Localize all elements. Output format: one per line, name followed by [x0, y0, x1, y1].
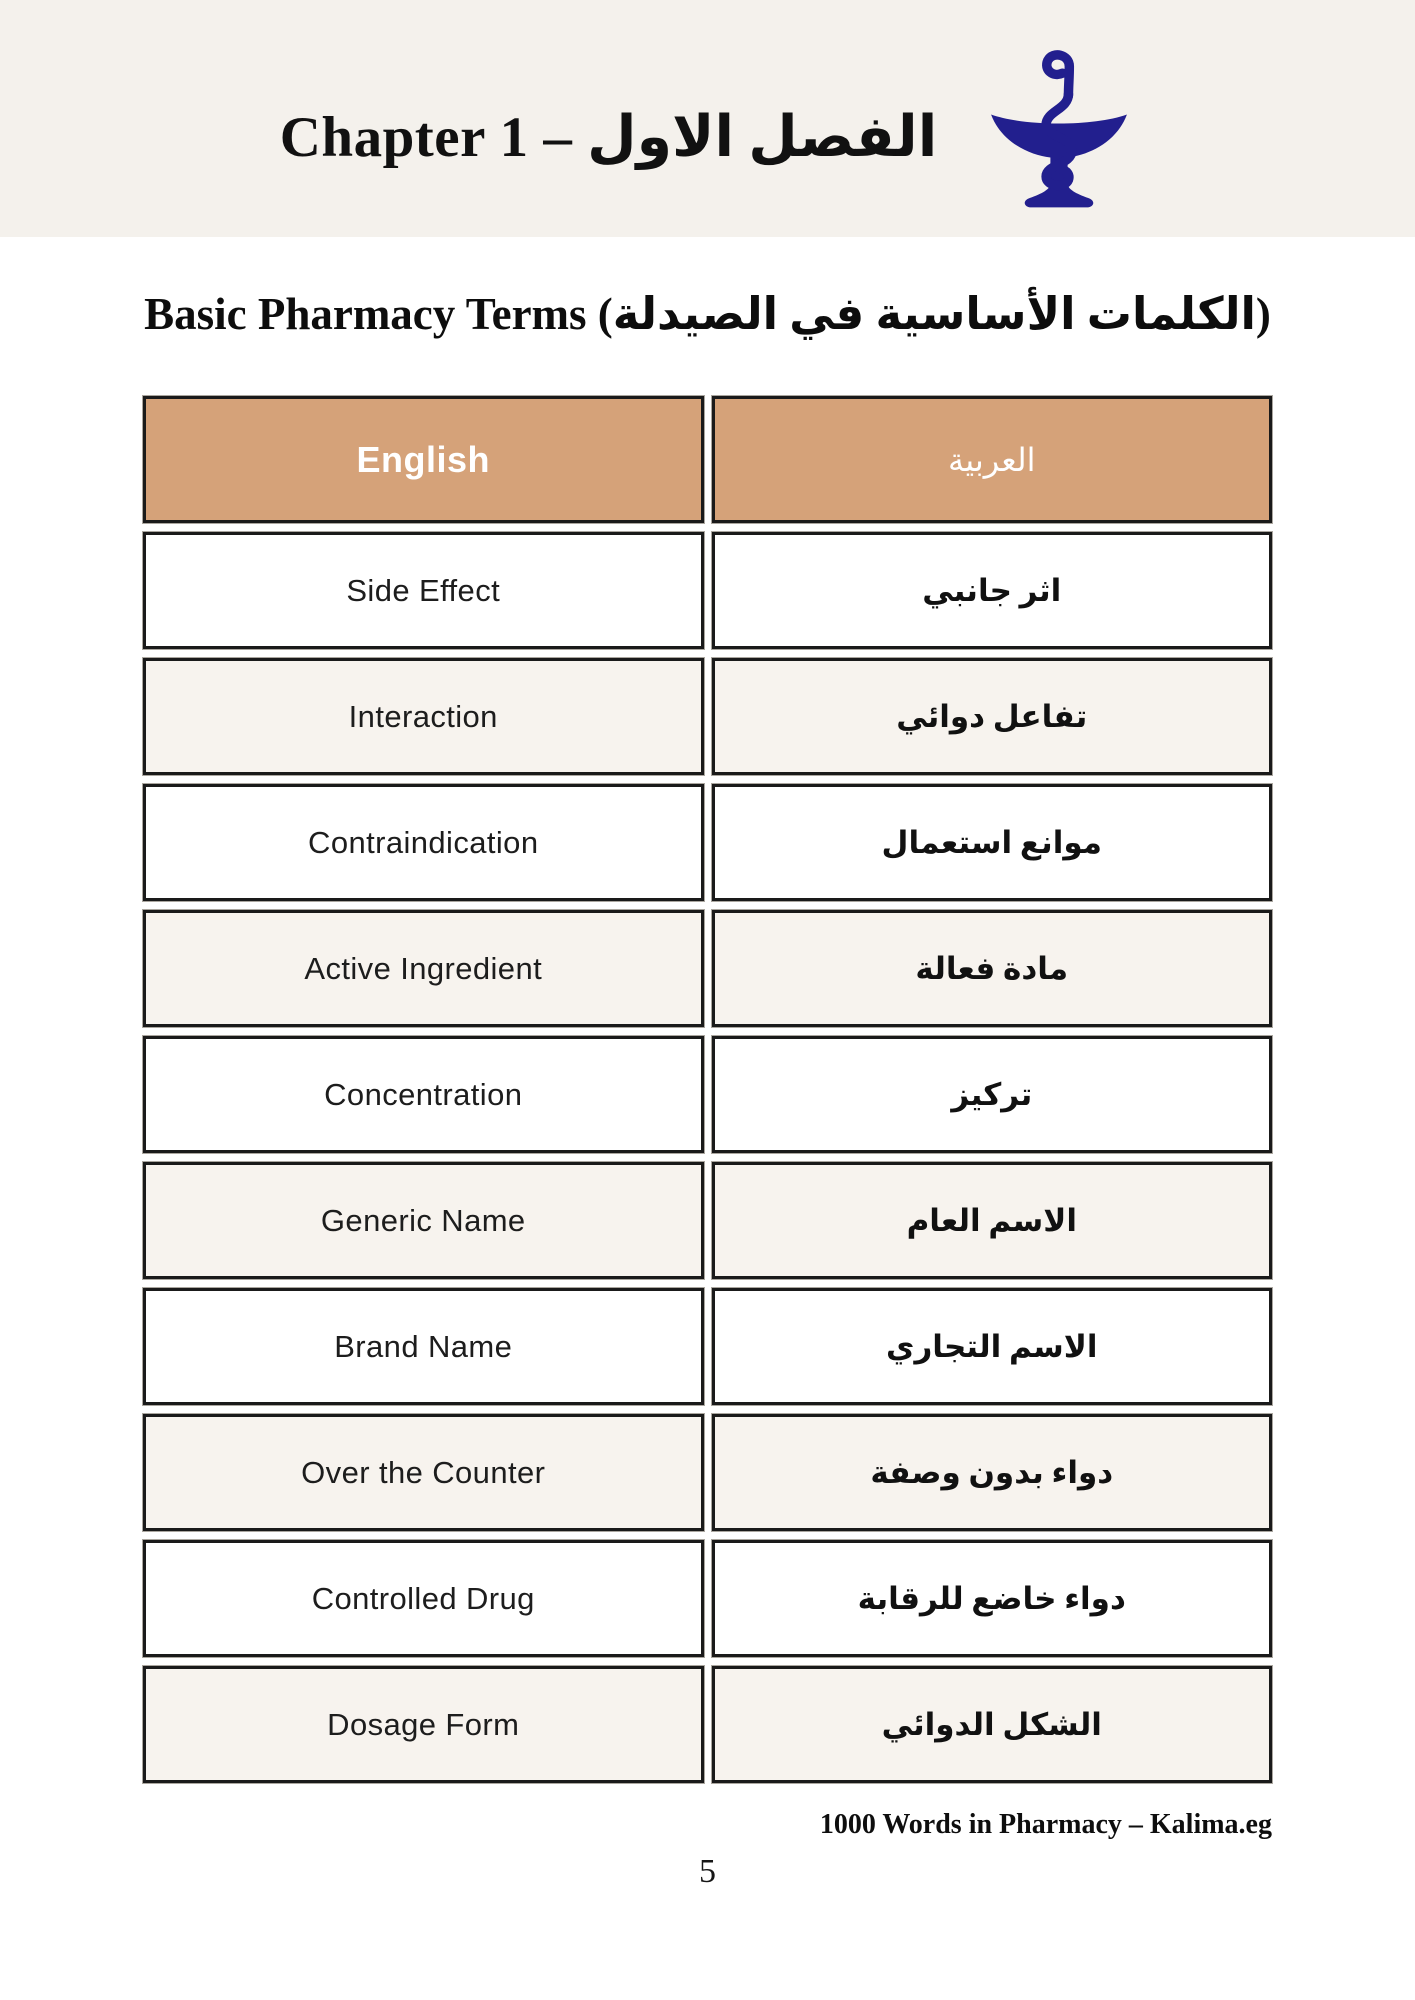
table-cell-english: [143, 1414, 704, 1531]
table-cell-arabic: [712, 1162, 1273, 1279]
table-cell-arabic: [712, 658, 1273, 775]
term-english: Dosage Form: [327, 1706, 520, 1742]
chapter-header-band: [0, 0, 1415, 237]
footer-branding: 1000 Words in Pharmacy – Kalima.eg: [819, 1809, 1272, 1840]
table-cell-arabic: [712, 910, 1273, 1027]
term-english: Concentration: [324, 1076, 523, 1112]
term-english: Active Ingredient: [304, 950, 543, 986]
table-cell-arabic: [712, 1414, 1273, 1531]
term-arabic: الاسم التجاري: [886, 1328, 1098, 1364]
term-arabic: الاسم العام: [906, 1202, 1077, 1238]
table-cell-arabic: [712, 784, 1273, 901]
table-cell-english: [143, 532, 704, 649]
term-arabic: دواء بدون وصفة: [870, 1454, 1114, 1490]
table-cell-english: [143, 658, 704, 775]
table-cell-english: [143, 910, 704, 1027]
term-english: Over the Counter: [301, 1454, 546, 1490]
chapter-heading: Chapter 1 – الفصل الاول: [279, 105, 938, 169]
table-cell-arabic: [712, 1666, 1273, 1783]
page-title: [0, 287, 1415, 340]
header-label-english: English: [356, 438, 490, 480]
table-cell-arabic: [712, 1540, 1273, 1657]
term-english: Contraindication: [308, 824, 539, 860]
term-arabic: اثر جانبي: [922, 572, 1062, 608]
term-english: Interaction: [348, 698, 498, 734]
term-english: Controlled Drug: [311, 1580, 535, 1616]
table-cell-english: [143, 1666, 704, 1783]
term-english: Side Effect: [346, 572, 501, 608]
term-arabic: تفاعل دوائي: [896, 698, 1088, 734]
term-arabic: دواء خاضع للرقابة: [857, 1580, 1126, 1616]
table-cell-arabic: [712, 532, 1273, 649]
table-cell-english: [143, 1036, 704, 1153]
pharmacy-terms-table: [143, 396, 1272, 1783]
term-english: Generic Name: [320, 1202, 526, 1238]
table-cell-english: [143, 784, 704, 901]
page-number: 5: [699, 1853, 716, 1890]
bowl-of-hygieia-icon: [983, 44, 1135, 216]
term-arabic: الشكل الدوائي: [881, 1706, 1102, 1742]
term-arabic: تركيز: [951, 1076, 1033, 1112]
term-arabic: موانع استعمال: [881, 824, 1102, 860]
table-cell-arabic: [712, 1036, 1273, 1153]
term-english: Brand Name: [334, 1328, 513, 1364]
table-cell-english: [143, 1162, 704, 1279]
table-cell-english: [143, 1540, 704, 1657]
page-title-english: Basic Pharmacy Terms: [144, 289, 587, 339]
header-label-arabic: العربية: [948, 441, 1036, 478]
table-cell-english: [143, 1288, 704, 1405]
term-arabic: مادة فعالة: [915, 950, 1069, 986]
header-cell-english: [143, 396, 704, 523]
page-title-arabic: (الكلمات الأساسية في الصيدلة): [597, 289, 1271, 339]
table-cell-arabic: [712, 1288, 1273, 1405]
header-cell-arabic: [712, 396, 1273, 523]
